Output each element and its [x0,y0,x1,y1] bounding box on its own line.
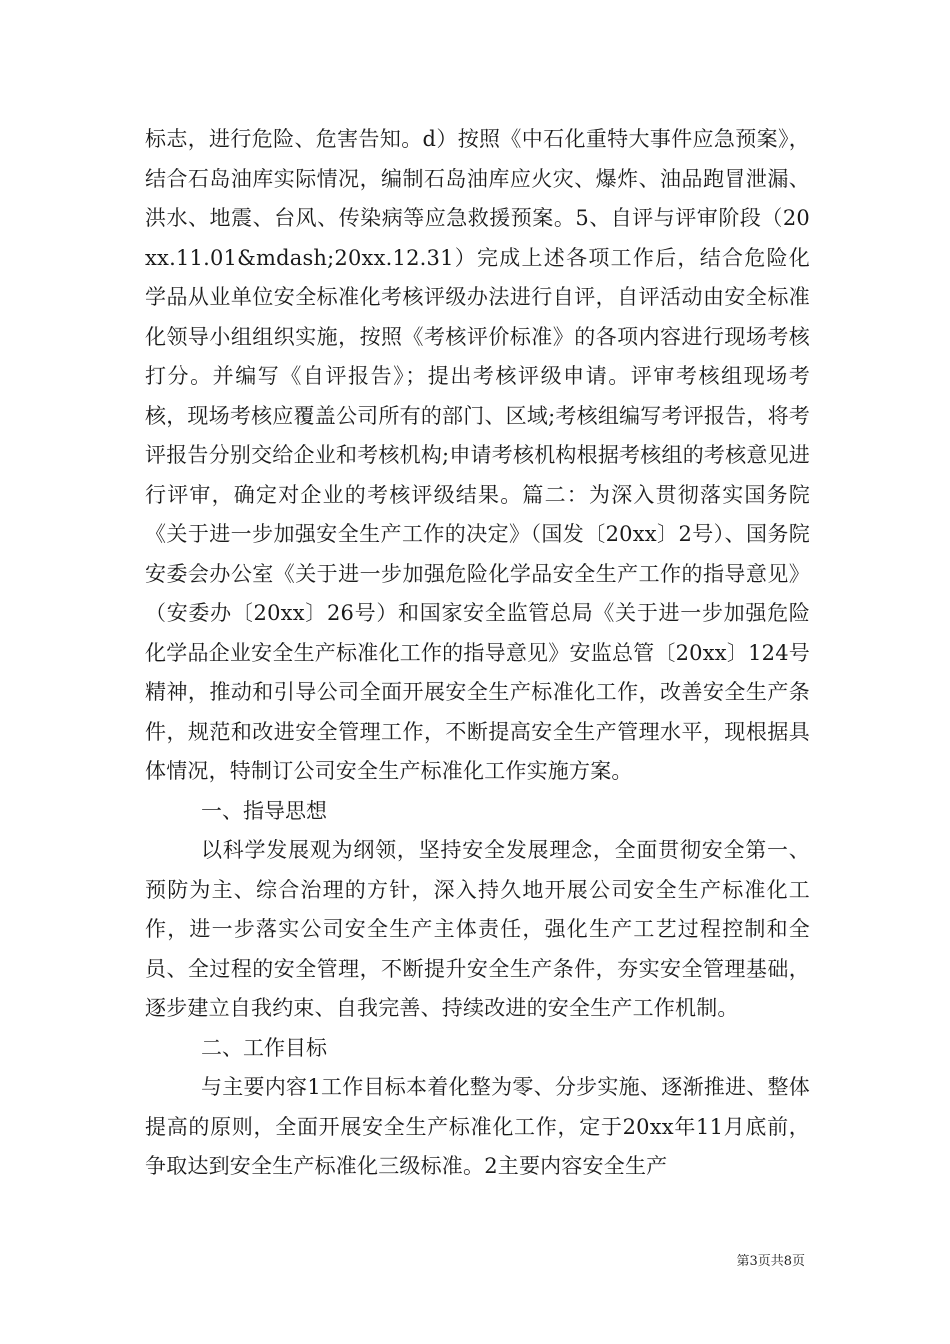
body-paragraph-guiding-ideology: 以科学发展观为纲领，坚持安全发展理念，全面贯彻安全第一、预防为主、综合治理的方针，深入持久地开展公司安全生产标准化工作，进一步落实公司安全生产主体责任，强化生产工艺过程控制和全员、全过程的安全管理，不断提升安全生产条件，夯实安全管理基础，逐步建立自我约束、自我完善、持续改进的安全生产工作机制。 [145,838,810,1020]
section-heading-guiding-ideology: 一、指导思想 [201,798,327,823]
page-number-footer: 第3页共8页 [736,1254,805,1269]
body-paragraph-1: 标志，进行危险、危害告知。d）按照《中石化重特大事件应急预案》，结合石岛油库实际情况，编制石岛油库应火灾、爆炸、油品跑冒泄漏、洪水、地震、台风、传染病等应急救援预案。5、自评与评审阶段（20xx.11.01&mdash;20xx.12.31）完成上述各项工作后，结合危险化学品从业单位安全标准化考核评级办法进行自评，自评活动由安全标准化领导小组组织实施，按照《考核评价标准》的各项内容进行现场考核打分。并编写《自评报告》；提出考核评级申请。评审考核组现场考核，现场考核应覆盖公司所有的部门、区域;考核组编写考评报告，将考评报告分别交给企业和考核机构;申请考核机构根据考核组的考核意见进行评审，确定对企业的考核评级结果。篇二：为深入贯彻落实国务院《关于进一步加强安全生产工作的决定》（国发〔20xx〕2号）、国务院安委会办公室《关于进一步加强危险化学品安全生产工作的指导意见》（安委办〔20xx〕26号）和国家安全监管总局《关于进一步加强危险化学品企业安全生产标准化工作的指导意见》安监总管〔20xx〕124号精神，推动和引导公司全面开展安全生产标准化工作，改善安全生产条件，规范和改进安全管理工作，不断提高安全生产管理水平，现根据具体情况，特制订公司安全生产标准化工作实施方案。 [145,127,810,783]
body-paragraph-work-goals: 与主要内容1工作目标本着化整为零、分步实施、逐渐推进、整体提高的原则，全面开展安全生产标准化工作，定于20xx年11月底前，争取达到安全生产标准化三级标准。2主要内容安全生产 [145,1075,810,1178]
section-heading-work-goals: 二、工作目标 [201,1035,327,1060]
document-body [145,120,810,1187]
